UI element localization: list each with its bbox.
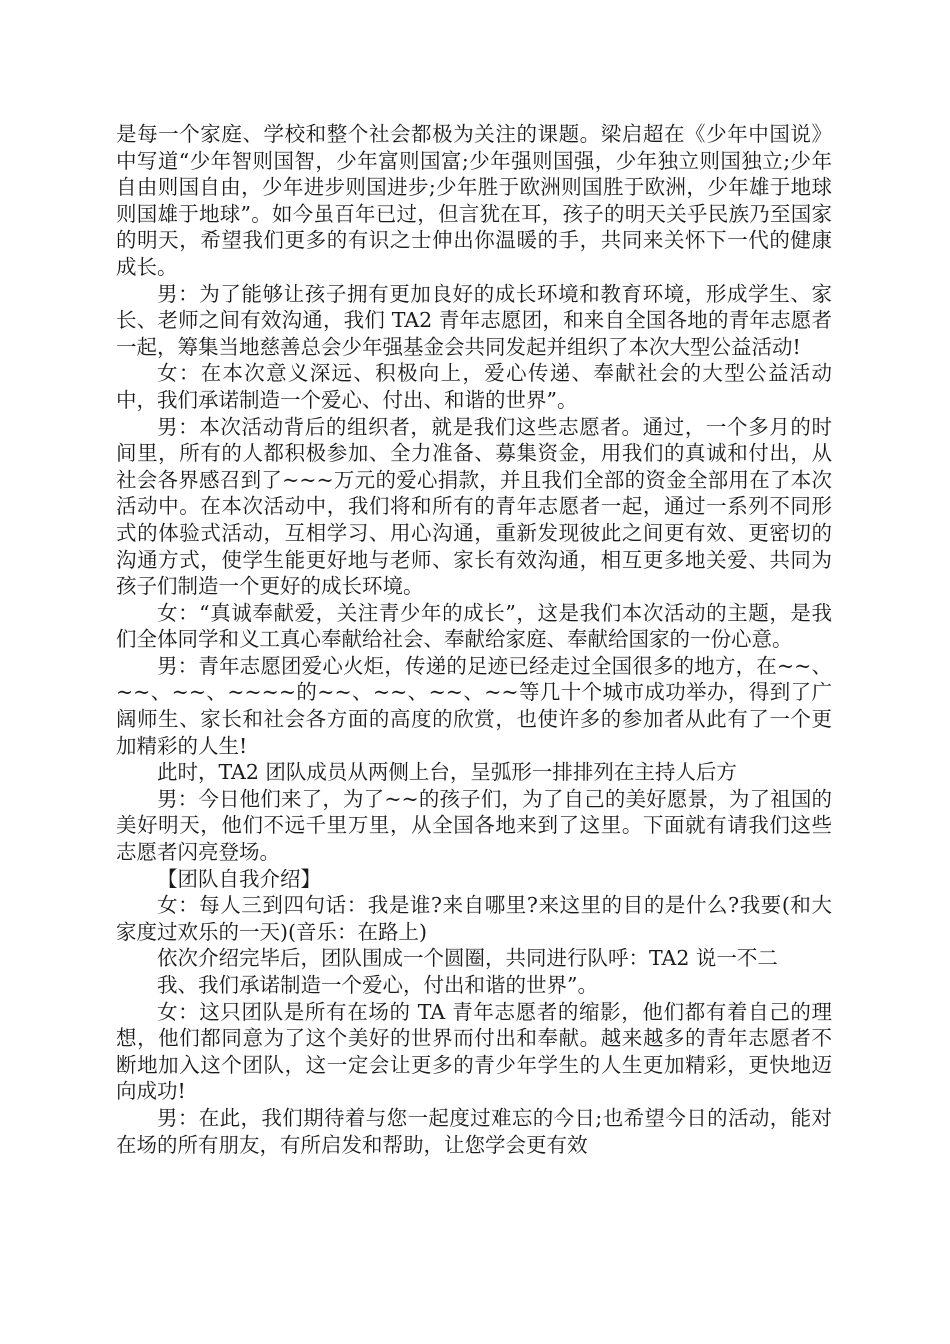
paragraph: 男：为了能够让孩子拥有更加良好的成长环境和教育环境，形成学生、家长、老师之间有效沟通，我们 TA2 青年志愿团，和来自全国各地的青年志愿者一起，筹集当地慈善总会少年强基金会共同发起并组织了本次大型公益活动! [116, 281, 832, 359]
paragraph: 男：在此，我们期待着与您一起度过难忘的今日;也希望今日的活动，能对在场的所有朋友，有所启发和帮助，让您学会更有效 [116, 1105, 832, 1157]
paragraph: 男：今日他们来了，为了~~的孩子们，为了自己的美好愿景，为了祖国的美好明天，他们不远千里万里，从全国各地来到了这里。下面就有请我们这些志愿者闪亮登场。 [116, 786, 832, 865]
paragraph: 男：青年志愿团爱心火炬，传递的足迹已经走过全国很多的地方，在~~、~~、~~、~~~~的~~、~~、~~、~~等几十个城市成功举办，得到了广阔师生、家长和社会各方面的高度的欣赏，也使许多的参加者从此有了一个更加精彩的人生! [116, 653, 832, 758]
stage-direction: 依次介绍完毕后，团队围成一个圆圈，共同进行队呼：TA2 说一不二 [157, 946, 778, 971]
section-heading: 【团队自我介绍】 [157, 866, 321, 891]
stage-direction: 此时，TA2 团队成员从两侧上台，呈弧形一排排列在主持人后方 [157, 760, 737, 785]
paragraph: 女：这只团队是所有在场的 TA 青年志愿者的缩影，他们都有着自己的理想，他们都同意为了这个美好的世界而付出和奉献。越来越多的青年志愿者不断地加入这个团队，这一定会让更多的青少年学生的人生更加精彩，更快地迈向成功! [116, 999, 832, 1104]
paragraph: 女：在本次意义深远、积极向上，爱心传递、奉献社会的大型公益活动中，我们承诺制造一个爱心、付出、和谐的世界”。 [116, 361, 832, 412]
paragraph: 男：本次活动背后的组织者，就是我们这些志愿者。通过，一个多月的时间里，所有的人都积极参加、全力准备、募集资金，用我们的真诚和付出，从社会各界感召到了~~~万元的爱心捐款，并且我们全部的资金全部用在了本次活动中。在本次活动中，我们将和所有的青年志愿者一起，通过一系列不同形式的体验式活动，互相学习、用心沟通，重新发现彼此之间更有效、更密切的沟通方式，使学生能更好地与老师、家长有效沟通，相互更多地关爱、共同为孩子们制造一个更好的成长环境。 [116, 414, 832, 599]
paragraph: 是每一个家庭、学校和整个社会都极为关注的课题。梁启超在《少年中国说》中写道“少年智则国智，少年富则国富;少年强则国强，少年独立则国独立;少年自由则国自由，少年进步则国进步;少年胜于欧洲则国胜于欧洲，少年雄于地球则国雄于地球”。如今虽百年已过，但言犹在耳，孩子的明天关乎民族乃至国家的明天，希望我们更多的有识之士伸出你温暖的手，共同来关怀下一代的健康成长。 [116, 122, 832, 279]
paragraph: 女：每人三到四句话：我是谁?来自哪里?来这里的目的是什么?我要(和大家度过欢乐的一天)(音乐：在路上) [116, 893, 832, 944]
document-body [116, 121, 832, 1158]
paragraph: 我、我们承诺制造一个爱心，付出和谐的世界”。 [157, 973, 598, 997]
paragraph: 女：“真诚奉献爱，关注青少年的成长”，这是我们本次活动的主题，是我们全体同学和义工真心奉献给社会、奉献给家庭、奉献给国家的一份心意。 [116, 600, 832, 652]
